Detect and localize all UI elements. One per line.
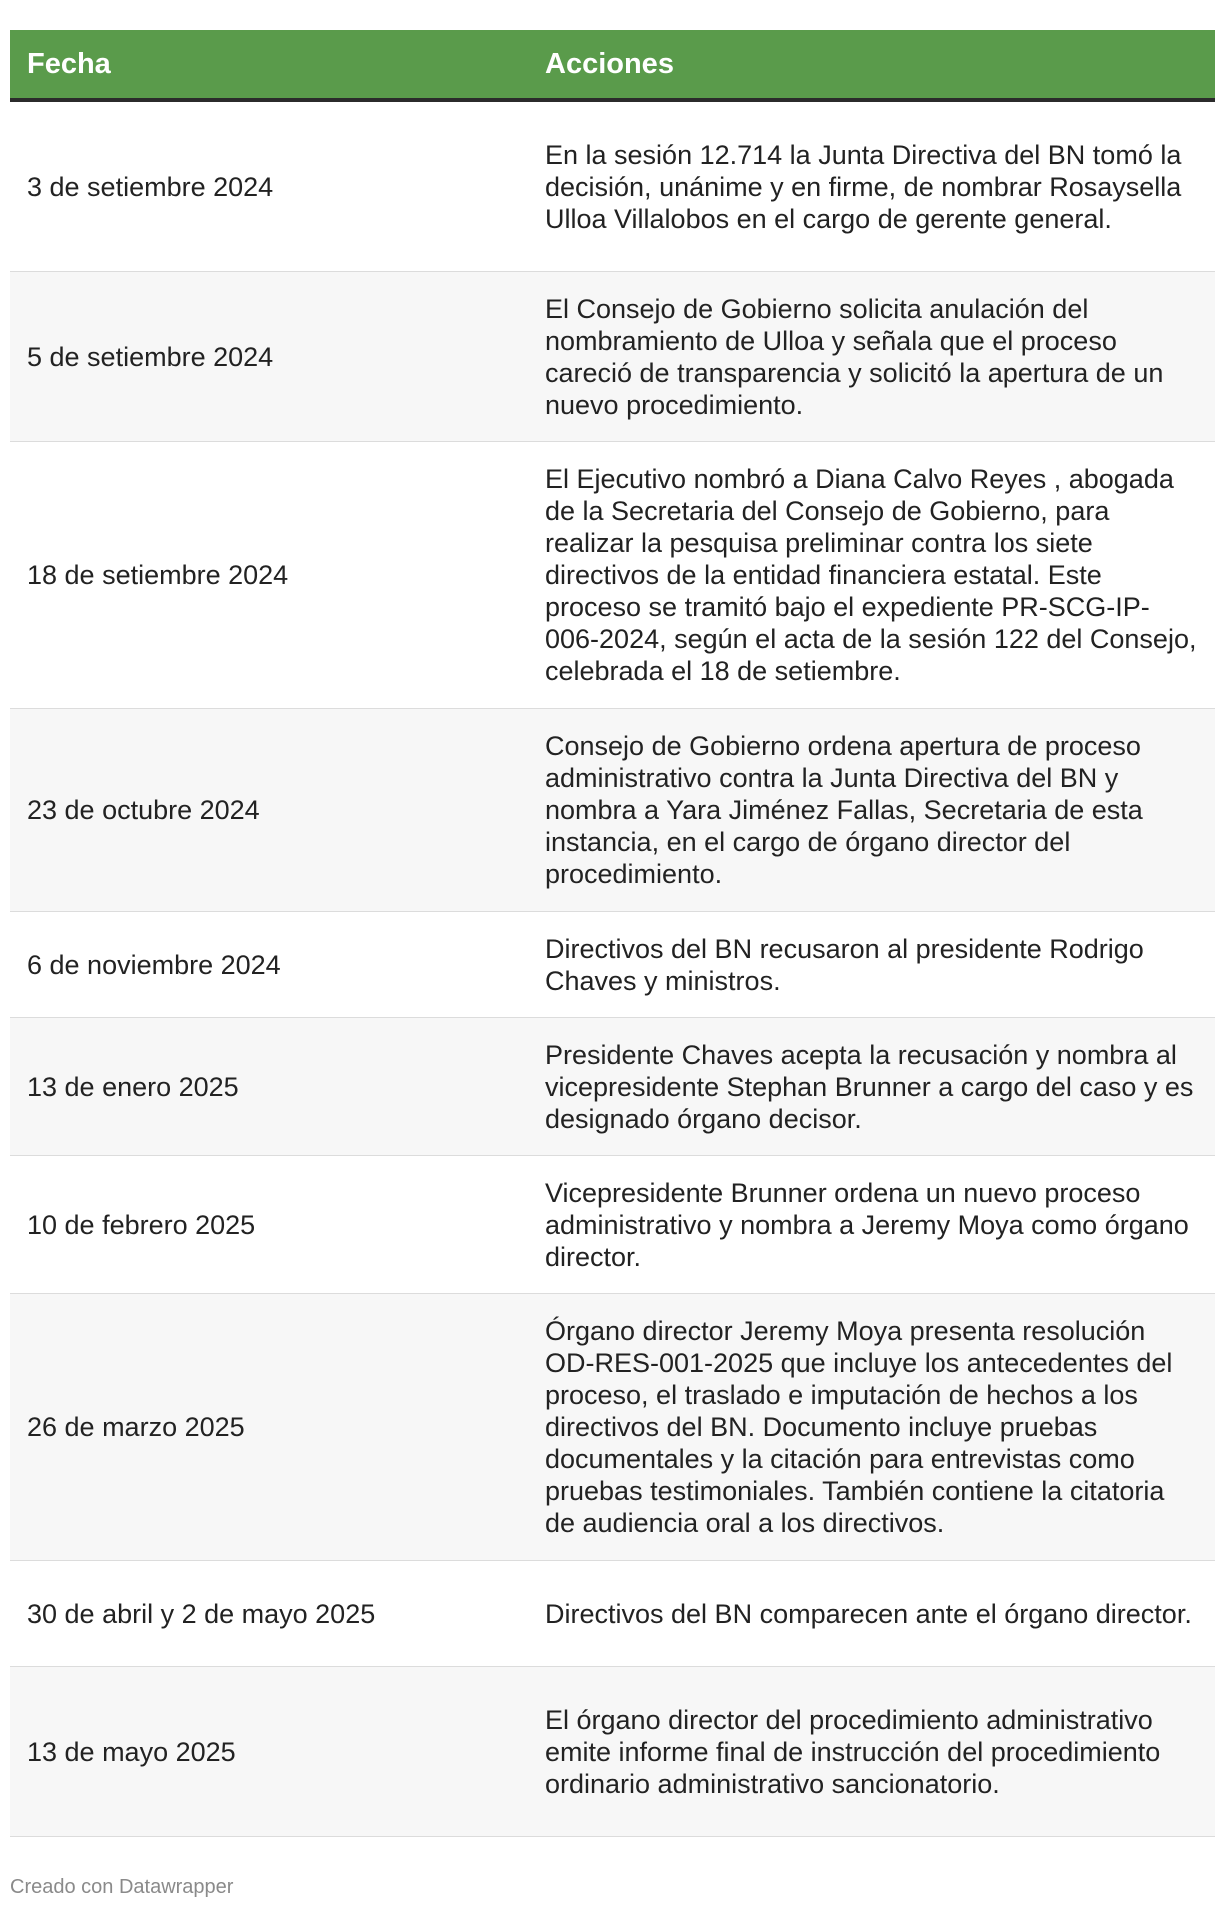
datawrapper-credit[interactable]: Creado con Datawrapper: [10, 1876, 234, 1898]
table-header: [10, 30, 1215, 102]
row-action: El Ejecutivo nombró a Diana Calvo Reyes , abogada de la Secretaria del Consejo de Gobierno, para realizar la pesquisa preliminar contra los siete directivos de la entidad financiera estatal. Este proceso se tramitó bajo el expediente PR-SCG-IP-006-2024, según el acta de la sesión 122 del Consejo, celebrada el 18 de setiembre.: [545, 464, 1197, 686]
table-row: [10, 272, 1215, 442]
row-date: 23 de octubre 2024: [27, 795, 260, 825]
row-action: El Consejo de Gobierno solicita anulación del nombramiento de Ulloa y señala que el proceso careció de transparencia y solicitó la apertura de un nuevo procedimiento.: [545, 293, 1164, 420]
row-date: 26 de marzo 2025: [27, 1412, 245, 1442]
row-date: 13 de enero 2025: [27, 1071, 239, 1102]
row-action: En la sesión 12.714 la Junta Directiva del BN tomó la decisión, unánime y en firme, de nombrar Rosaysella Ulloa Villalobos en el cargo de gerente general.: [545, 139, 1182, 234]
row-date: 30 de abril y 2 de mayo 2025: [27, 1598, 376, 1629]
table-row: [10, 1156, 1215, 1294]
timeline-table: [10, 30, 1215, 1837]
table-row: [10, 1561, 1215, 1667]
row-action: Órgano director Jeremy Moya presenta resolución OD-RES-001-2025 que incluye los antecedentes del proceso, el traslado e imputación de hechos a los directivos del BN. Documento incluye pruebas documentales y la citación para entrevistas como pruebas testimoniales. También contiene la citatoria de audiencia oral a los directivos.: [545, 1316, 1173, 1538]
row-date: 13 de mayo 2025: [27, 1736, 236, 1767]
table-body: [10, 102, 1215, 1837]
table-row: [10, 1018, 1215, 1156]
column-header-date[interactable]: Fecha: [27, 47, 111, 80]
row-action: Directivos del BN recusaron al presidente Rodrigo Chaves y ministros.: [545, 933, 1144, 996]
row-action: Presidente Chaves acepta la recusación y nombra al vicepresidente Stephan Brunner a cargo del caso y es designado órgano decisor.: [545, 1039, 1194, 1134]
row-date: 18 de setiembre 2024: [27, 560, 289, 590]
row-date: 6 de noviembre 2024: [27, 949, 281, 980]
row-date: 10 de febrero 2025: [27, 1209, 256, 1240]
table-row: [10, 102, 1215, 272]
row-date: 3 de setiembre 2024: [27, 171, 274, 202]
row-action: El órgano director del procedimiento administrativo emite informe final de instrucción del procedimiento ordinario administrativo sancionatorio.: [545, 1704, 1161, 1799]
table-row: [10, 912, 1215, 1018]
row-action: Directivos del BN comparecen ante el órgano director.: [545, 1598, 1192, 1629]
column-header-actions[interactable]: Acciones: [545, 47, 674, 80]
row-action: Vicepresidente Brunner ordena un nuevo proceso administrativo y nombra a Jeremy Moya como órgano director.: [545, 1177, 1189, 1272]
table-row: [10, 1294, 1215, 1561]
table-row: [10, 442, 1215, 709]
row-date: 5 de setiembre 2024: [27, 341, 274, 372]
table-row: [10, 709, 1215, 912]
table-row: [10, 1667, 1215, 1837]
row-action: Consejo de Gobierno ordena apertura de proceso administrativo contra la Junta Directiva del BN y nombra a Yara Jiménez Fallas, Secretaria de esta instancia, en el cargo de órgano director del procedimiento.: [545, 731, 1143, 889]
